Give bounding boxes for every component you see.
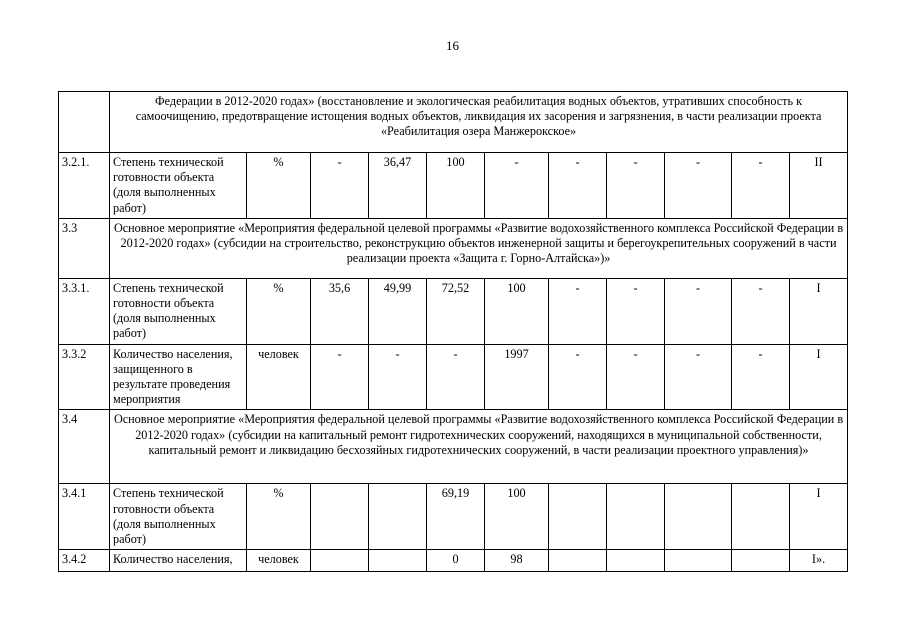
value-cell: - <box>311 344 369 410</box>
row-number <box>59 92 110 153</box>
unit-cell: % <box>247 153 311 219</box>
unit-cell: человек <box>247 550 311 572</box>
row-number: 3.3.2 <box>59 344 110 410</box>
value-cell: 49,99 <box>369 278 427 344</box>
value-cell <box>311 550 369 572</box>
row-number: 3.4.2 <box>59 550 110 572</box>
value-cell: 100 <box>485 484 549 550</box>
value-cell <box>311 484 369 550</box>
indicator-name: Степень технической готовности объекта (доля выполненных работ) <box>110 153 247 219</box>
table-row-indicator <box>59 278 848 344</box>
value-cell <box>665 550 732 572</box>
value-cell: 69,19 <box>427 484 485 550</box>
unit-cell: % <box>247 278 311 344</box>
category-cell: I <box>790 278 848 344</box>
row-number: 3.3.1. <box>59 278 110 344</box>
row-number: 3.4.1 <box>59 484 110 550</box>
category-cell: I <box>790 484 848 550</box>
value-cell: 35,6 <box>311 278 369 344</box>
value-cell <box>607 484 665 550</box>
value-cell: 100 <box>485 278 549 344</box>
value-cell: - <box>427 344 485 410</box>
section-title: Основное мероприятие «Мероприятия федеральной целевой программы «Развитие водохозяйственного комплекса Российской Федерации в 2012-2020 годах» (субсидии на строительство, реконструкцию объектов инженерной защиты и берегоукрепительных сооружений в части реализации проекта «Защита г. Горно-Алтайска»)» <box>110 218 848 278</box>
indicator-name: Степень технической готовности объекта (доля выполненных работ) <box>110 278 247 344</box>
section-title: Основное мероприятие «Мероприятия федеральной целевой программы «Развитие водохозяйственного комплекса Российской Федерации в 2012-2020 годах» (субсидии на капитальный ремонт гидротехнических сооружений, находящихся в муниципальной собственности, капитальный ремонт и ликвидацию бесхозяйных гидротехнических сооружений, в части реализации проектного управления)» <box>110 410 848 484</box>
value-cell: 1997 <box>485 344 549 410</box>
value-cell: - <box>732 278 790 344</box>
value-cell: - <box>607 153 665 219</box>
value-cell <box>732 550 790 572</box>
indicator-name: Степень технической готовности объекта (доля выполненных работ) <box>110 484 247 550</box>
value-cell: - <box>311 153 369 219</box>
section-title: Федерации в 2012-2020 годах» (восстановление и экологическая реабилитация водных объектов, утративших способность к самоочищению, предотвращение истощения водных объектов, ликвидация их засорения и загрязнения, в части реализации проекта «Реабилитация озера Манжерокское» <box>110 92 848 153</box>
value-cell: - <box>607 278 665 344</box>
page-number: 16 <box>446 38 459 53</box>
value-cell: - <box>732 344 790 410</box>
row-number: 3.4 <box>59 410 110 484</box>
category-cell: I <box>790 344 848 410</box>
value-cell: 98 <box>485 550 549 572</box>
table-row-section-continued <box>59 92 848 153</box>
value-cell: 36,47 <box>369 153 427 219</box>
value-cell: - <box>485 153 549 219</box>
table-row-indicator <box>59 550 848 572</box>
value-cell <box>369 484 427 550</box>
row-number: 3.2.1. <box>59 153 110 219</box>
value-cell: 72,52 <box>427 278 485 344</box>
value-cell: 100 <box>427 153 485 219</box>
value-cell: - <box>665 344 732 410</box>
table-row-indicator <box>59 153 848 219</box>
unit-cell: человек <box>247 344 311 410</box>
value-cell: - <box>607 344 665 410</box>
table-row-indicator <box>59 484 848 550</box>
value-cell <box>732 484 790 550</box>
value-cell <box>549 550 607 572</box>
value-cell: - <box>665 278 732 344</box>
indicators-table <box>58 91 848 572</box>
value-cell: - <box>369 344 427 410</box>
category-cell: I». <box>790 550 848 572</box>
value-cell: - <box>732 153 790 219</box>
value-cell: 0 <box>427 550 485 572</box>
table-row-indicator <box>59 344 848 410</box>
row-number: 3.3 <box>59 218 110 278</box>
value-cell <box>607 550 665 572</box>
indicator-name: Количество населения, <box>110 550 247 572</box>
value-cell <box>369 550 427 572</box>
value-cell <box>549 484 607 550</box>
value-cell <box>665 484 732 550</box>
value-cell: - <box>549 278 607 344</box>
unit-cell: % <box>247 484 311 550</box>
table-row-section <box>59 218 848 278</box>
category-cell: II <box>790 153 848 219</box>
value-cell: - <box>665 153 732 219</box>
value-cell: - <box>549 344 607 410</box>
value-cell: - <box>549 153 607 219</box>
table-row-section <box>59 410 848 484</box>
indicator-name: Количество населения, защищенного в результате проведения мероприятия <box>110 344 247 410</box>
